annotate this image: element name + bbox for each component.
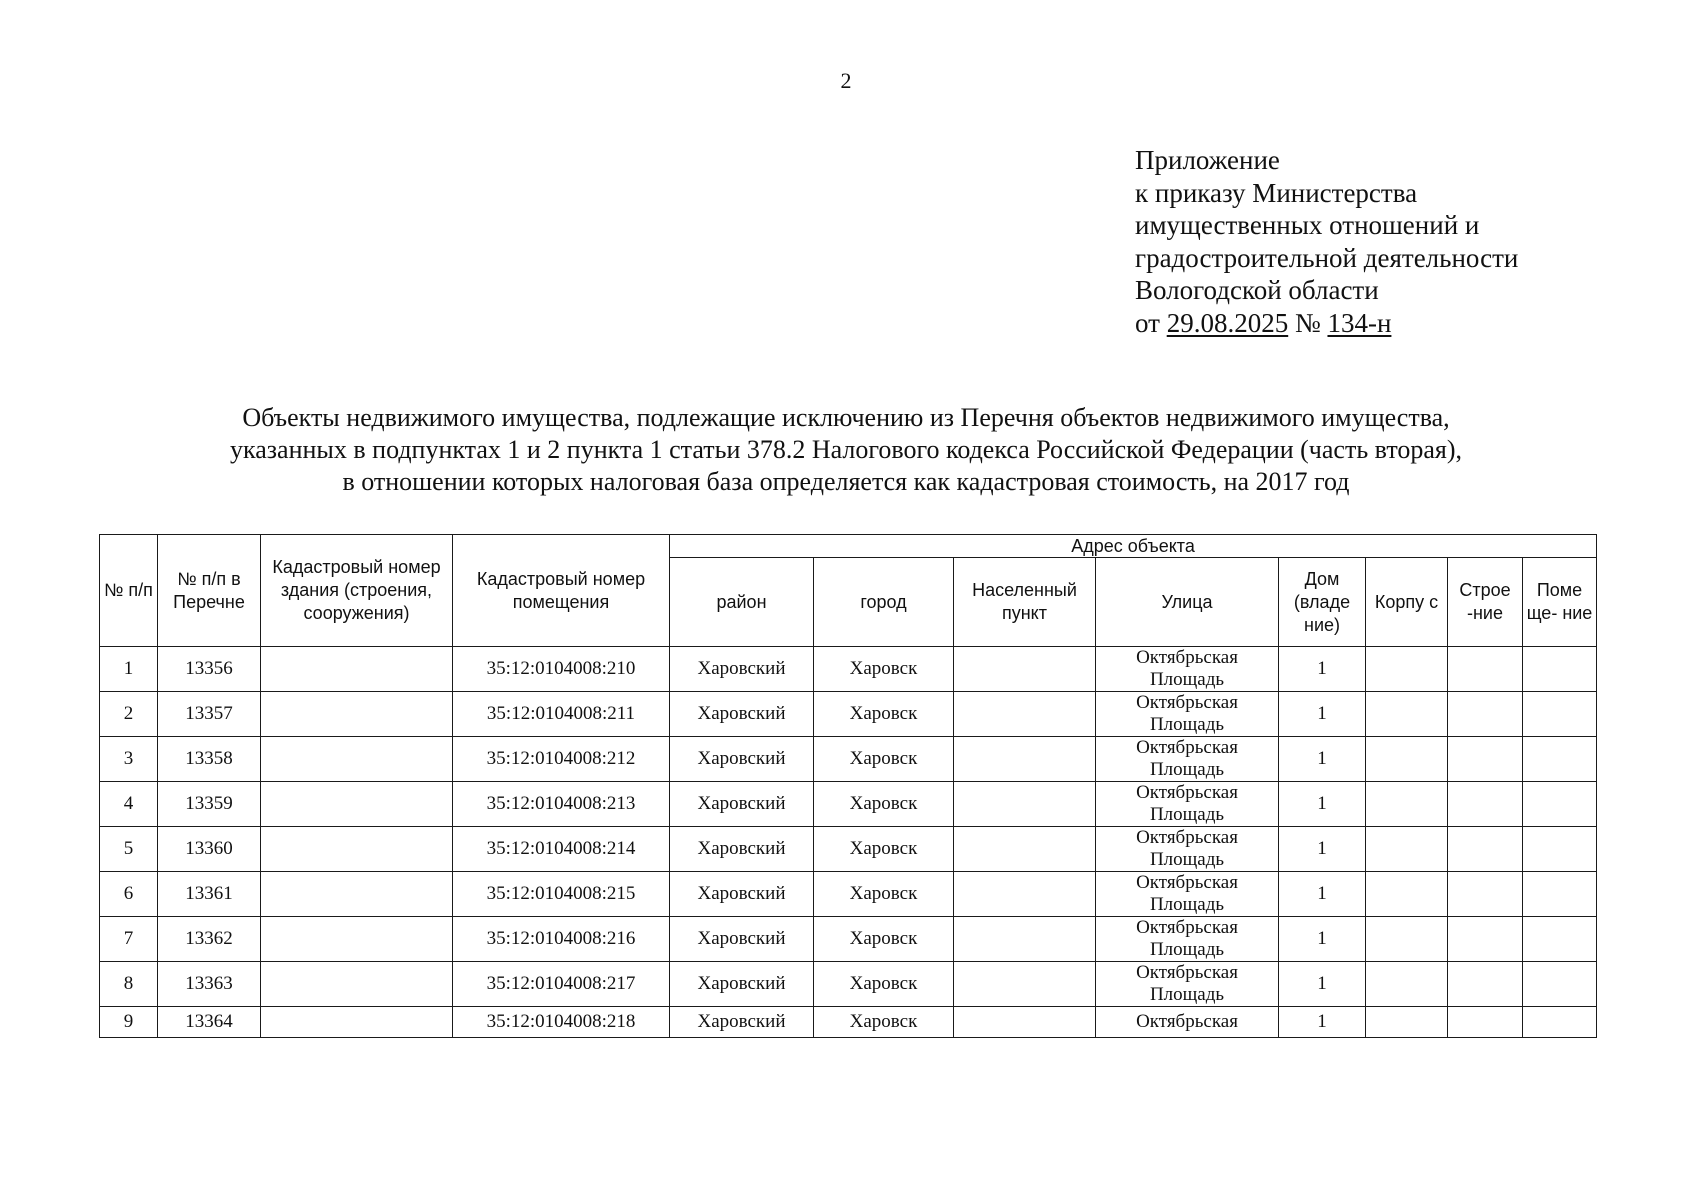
cell-street xyxy=(1096,647,1279,692)
cell-korpus xyxy=(1366,737,1448,782)
cell-city: Харовск xyxy=(814,827,954,872)
cell-stroenie xyxy=(1448,962,1523,1007)
appendix-line: Вологодской области xyxy=(1135,275,1379,305)
cell-premises-cadastral: 35:12:0104008:217 xyxy=(453,962,670,1007)
cell-korpus xyxy=(1366,872,1448,917)
cell-premises-cadastral: 35:12:0104008:215 xyxy=(453,872,670,917)
cell-num: 6 xyxy=(100,872,158,917)
cell-list-num: 13359 xyxy=(158,782,261,827)
cell-building-cadastral xyxy=(261,647,453,692)
cell-premises-cadastral: 35:12:0104008:213 xyxy=(453,782,670,827)
title-line: указанных в подпунктах 1 и 2 пункта 1 статьи 378.2 Налогового кодекса Российской Федерации (часть вторая), xyxy=(230,435,1462,464)
cell-stroenie xyxy=(1448,647,1523,692)
title-line: Объекты недвижимого имущества, подлежащие исключению из Перечня объектов недвижимого имущества, xyxy=(242,403,1450,432)
header-street: Улица xyxy=(1096,558,1279,647)
table-row xyxy=(100,872,1597,917)
cell-house: 1 xyxy=(1279,647,1366,692)
header-building-cadastral: Кадастровый номер здания (строения, сооружения) xyxy=(261,535,453,647)
cell-city: Харовск xyxy=(814,782,954,827)
cell-pomeshchenie xyxy=(1523,917,1597,962)
table-row xyxy=(100,917,1597,962)
cell-settlement xyxy=(954,827,1096,872)
street-line: Площадь xyxy=(1149,984,1225,1005)
cell-district: Харовский xyxy=(670,737,814,782)
cell-pomeshchenie xyxy=(1523,692,1597,737)
cell-pomeshchenie xyxy=(1523,962,1597,1007)
table-row xyxy=(100,782,1597,827)
cell-district: Харовский xyxy=(670,917,814,962)
cell-settlement xyxy=(954,917,1096,962)
cell-settlement xyxy=(954,692,1096,737)
cell-premises-cadastral: 35:12:0104008:210 xyxy=(453,647,670,692)
cell-building-cadastral xyxy=(261,692,453,737)
street-line: Октябрьская xyxy=(1136,827,1238,848)
cell-street xyxy=(1096,692,1279,737)
cell-settlement xyxy=(954,737,1096,782)
cell-stroenie xyxy=(1448,782,1523,827)
street-line: Площадь xyxy=(1149,894,1225,915)
table-row xyxy=(100,737,1597,782)
cell-premises-cadastral: 35:12:0104008:214 xyxy=(453,827,670,872)
cell-num: 1 xyxy=(100,647,158,692)
street-line: Площадь xyxy=(1149,939,1225,960)
cell-pomeshchenie xyxy=(1523,827,1597,872)
cell-korpus xyxy=(1366,647,1448,692)
table-row xyxy=(100,692,1597,737)
cell-house: 1 xyxy=(1279,917,1366,962)
cell-city: Харовск xyxy=(814,692,954,737)
cell-stroenie xyxy=(1448,1007,1523,1038)
table-row xyxy=(100,647,1597,692)
cell-stroenie xyxy=(1448,692,1523,737)
cell-stroenie xyxy=(1448,917,1523,962)
cell-city: Харовск xyxy=(814,917,954,962)
cell-num: 5 xyxy=(100,827,158,872)
cell-settlement xyxy=(954,782,1096,827)
street-line: Октябрьская xyxy=(1136,917,1238,938)
table-row xyxy=(100,827,1597,872)
cell-num: 7 xyxy=(100,917,158,962)
header-address-group: Адрес объекта xyxy=(670,535,1597,558)
header-premises-cadastral: Кадастровый номер помещения xyxy=(453,535,670,647)
cell-stroenie xyxy=(1448,737,1523,782)
number-prefix: № xyxy=(1288,307,1328,338)
cell-house: 1 xyxy=(1279,1007,1366,1038)
cell-city: Харовск xyxy=(814,962,954,1007)
street-line: Октябрьская xyxy=(1136,737,1238,758)
header-pomeshchenie: Поме ще- ние xyxy=(1523,558,1597,647)
appendix-line: имущественных отношений и xyxy=(1135,210,1480,240)
header-district: район xyxy=(670,558,814,647)
cell-premises-cadastral: 35:12:0104008:212 xyxy=(453,737,670,782)
cell-district: Харовский xyxy=(670,962,814,1007)
header-list-num: № п/п в Перечне xyxy=(158,535,261,647)
street-line: Октябрьская xyxy=(1136,782,1238,803)
cell-city: Харовск xyxy=(814,647,954,692)
cell-list-num: 13358 xyxy=(158,737,261,782)
header-stroenie: Строе -ние xyxy=(1448,558,1523,647)
header-num: № п/п xyxy=(100,535,158,647)
cell-list-num: 13360 xyxy=(158,827,261,872)
cell-street xyxy=(1096,962,1279,1007)
table-row xyxy=(100,962,1597,1007)
cell-pomeshchenie xyxy=(1523,737,1597,782)
objects-table xyxy=(99,534,1597,1038)
street-line: Октябрьская xyxy=(1136,872,1238,893)
order-date: 29.08.2025 xyxy=(1166,307,1289,338)
order-number: 134-н xyxy=(1327,307,1392,338)
cell-house: 1 xyxy=(1279,962,1366,1007)
cell-num: 3 xyxy=(100,737,158,782)
appendix-line: Приложение xyxy=(1135,145,1280,175)
date-prefix: от xyxy=(1135,307,1167,338)
cell-district: Харовский xyxy=(670,1007,814,1038)
cell-stroenie xyxy=(1448,827,1523,872)
cell-premises-cadastral: 35:12:0104008:218 xyxy=(453,1007,670,1038)
cell-pomeshchenie xyxy=(1523,647,1597,692)
cell-list-num: 13363 xyxy=(158,962,261,1007)
cell-list-num: 13356 xyxy=(158,647,261,692)
cell-pomeshchenie xyxy=(1523,782,1597,827)
page-number: 2 xyxy=(840,68,852,93)
cell-city: Харовск xyxy=(814,872,954,917)
cell-pomeshchenie xyxy=(1523,1007,1597,1038)
appendix-block xyxy=(1135,144,1518,339)
cell-district: Харовский xyxy=(670,647,814,692)
header-city: город xyxy=(814,558,954,647)
cell-city: Харовск xyxy=(814,1007,954,1038)
header-settlement: Населенный пункт xyxy=(954,558,1096,647)
street-line: Площадь xyxy=(1149,759,1225,780)
street-line: Площадь xyxy=(1149,849,1225,870)
header-korpus: Корпу с xyxy=(1366,558,1448,647)
header-house: Дом (владе ние) xyxy=(1279,558,1366,647)
cell-num: 2 xyxy=(100,692,158,737)
cell-korpus xyxy=(1366,962,1448,1007)
cell-pomeshchenie xyxy=(1523,872,1597,917)
cell-street xyxy=(1096,917,1279,962)
cell-house: 1 xyxy=(1279,737,1366,782)
cell-district: Харовский xyxy=(670,827,814,872)
document-title xyxy=(60,402,1632,498)
cell-korpus xyxy=(1366,917,1448,962)
cell-district: Харовский xyxy=(670,782,814,827)
cell-korpus xyxy=(1366,827,1448,872)
street-line: Октябрьская xyxy=(1136,692,1238,713)
cell-korpus xyxy=(1366,692,1448,737)
street-line: Площадь xyxy=(1149,804,1225,825)
cell-street xyxy=(1096,827,1279,872)
table-row xyxy=(100,1007,1597,1038)
cell-building-cadastral xyxy=(261,1007,453,1038)
cell-district: Харовский xyxy=(670,692,814,737)
cell-list-num: 13361 xyxy=(158,872,261,917)
street-line: Октябрьская xyxy=(1136,647,1238,668)
cell-house: 1 xyxy=(1279,692,1366,737)
cell-district: Харовский xyxy=(670,872,814,917)
cell-building-cadastral xyxy=(261,737,453,782)
cell-list-num: 13357 xyxy=(158,692,261,737)
cell-num: 9 xyxy=(100,1007,158,1038)
cell-num: 4 xyxy=(100,782,158,827)
appendix-line: градостроительной деятельности xyxy=(1135,242,1519,273)
cell-building-cadastral xyxy=(261,872,453,917)
cell-street xyxy=(1096,1007,1279,1038)
cell-building-cadastral xyxy=(261,962,453,1007)
cell-building-cadastral xyxy=(261,917,453,962)
street-line: Площадь xyxy=(1149,669,1225,690)
appendix-line: к приказу Министерства xyxy=(1135,177,1418,208)
cell-street xyxy=(1096,782,1279,827)
cell-house: 1 xyxy=(1279,872,1366,917)
cell-settlement xyxy=(954,1007,1096,1038)
cell-settlement xyxy=(954,647,1096,692)
cell-settlement xyxy=(954,872,1096,917)
title-line: в отношении которых налоговая база определяется как кадастровая стоимость, на 2017 год xyxy=(342,467,1350,496)
cell-street xyxy=(1096,737,1279,782)
cell-settlement xyxy=(954,962,1096,1007)
cell-premises-cadastral: 35:12:0104008:211 xyxy=(453,692,670,737)
cell-korpus xyxy=(1366,782,1448,827)
cell-city: Харовск xyxy=(814,737,954,782)
cell-house: 1 xyxy=(1279,827,1366,872)
cell-list-num: 13364 xyxy=(158,1007,261,1038)
appendix-order-line xyxy=(1135,307,1518,340)
street-line: Октябрьская xyxy=(1136,1011,1238,1032)
cell-street xyxy=(1096,872,1279,917)
cell-num: 8 xyxy=(100,962,158,1007)
cell-building-cadastral xyxy=(261,782,453,827)
street-line: Октябрьская xyxy=(1136,962,1238,983)
cell-stroenie xyxy=(1448,872,1523,917)
cell-building-cadastral xyxy=(261,827,453,872)
cell-list-num: 13362 xyxy=(158,917,261,962)
cell-house: 1 xyxy=(1279,782,1366,827)
cell-premises-cadastral: 35:12:0104008:216 xyxy=(453,917,670,962)
cell-korpus xyxy=(1366,1007,1448,1038)
street-line: Площадь xyxy=(1149,714,1225,735)
